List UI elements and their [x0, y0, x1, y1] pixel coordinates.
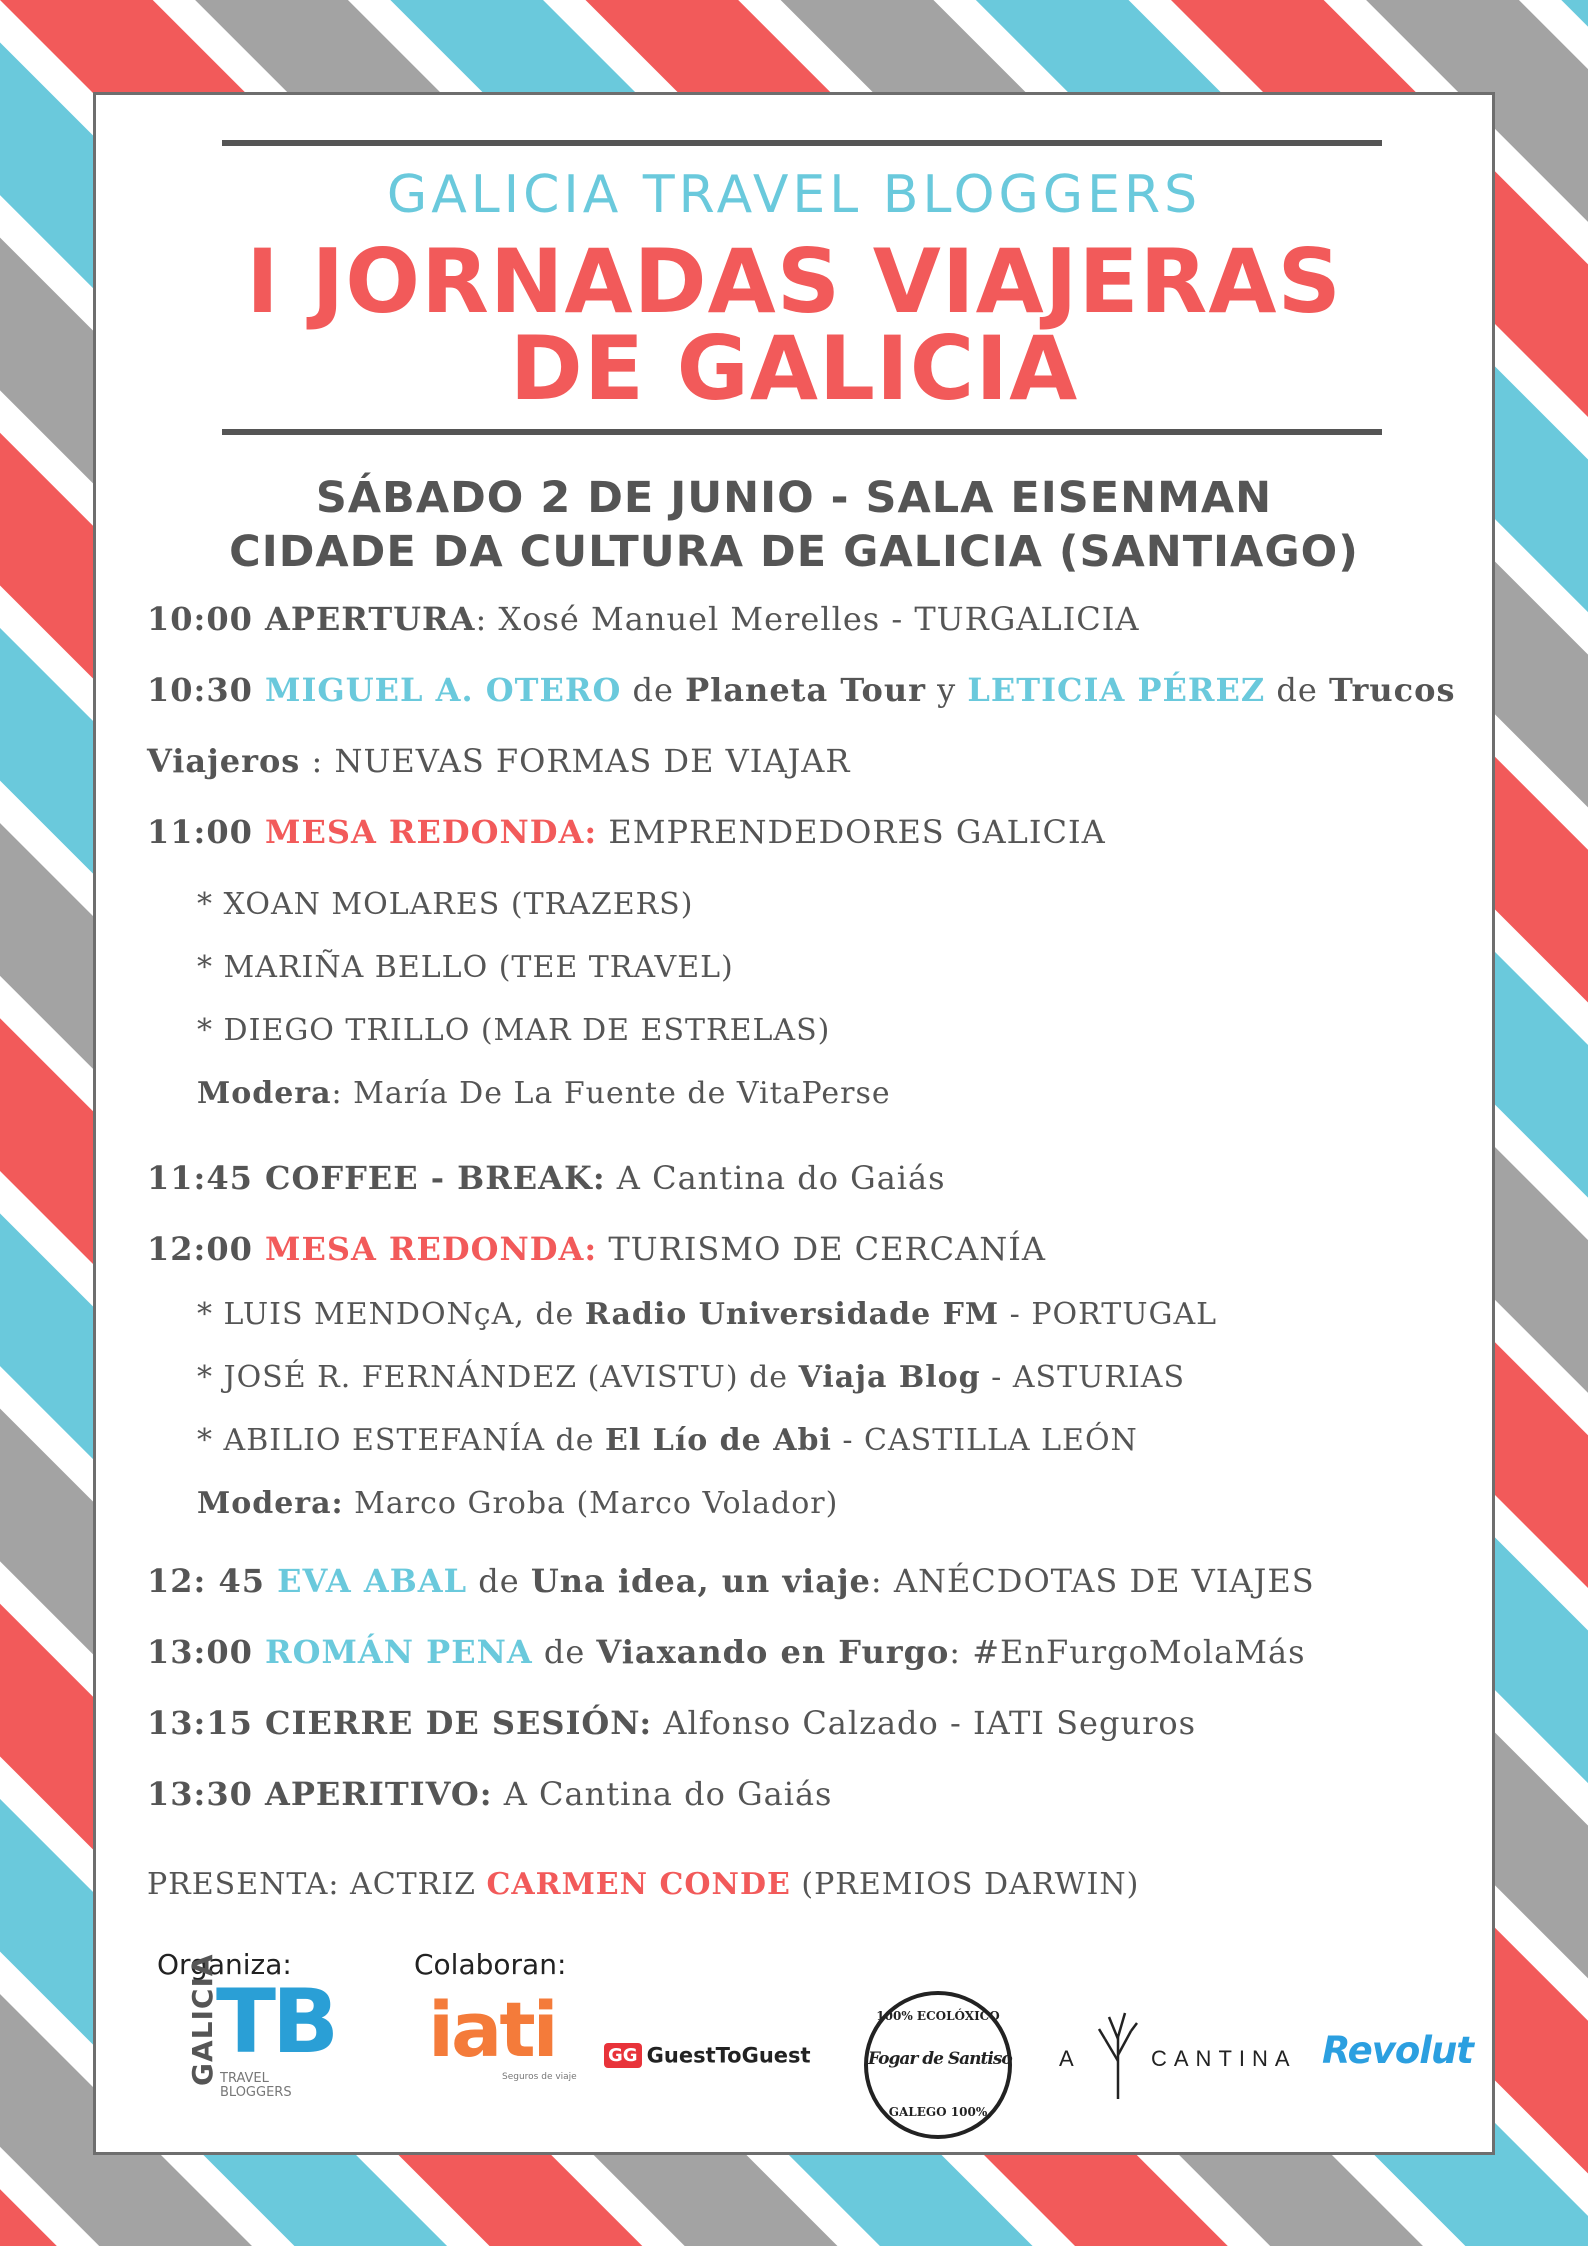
gtb-logo-caption-line: BLOGGERS [220, 2085, 292, 2100]
speaker-name: LETICIA PÉREZ [967, 671, 1266, 709]
connector-text: de [532, 1633, 597, 1671]
presenter-line [147, 1867, 1139, 1902]
panelist-text: * ABILIO ESTEFANÍA de [197, 1423, 606, 1458]
program-card [93, 92, 1495, 2155]
panelist [197, 1360, 1185, 1395]
top-rule [222, 140, 1382, 146]
colaboran-label: Colaboran: [414, 1948, 567, 1981]
schedule-item-closing [147, 1704, 1196, 1742]
panelist-text: * LUIS MENDONçA, de [197, 1297, 585, 1332]
schedule-time-label: 11:45 COFFEE - BREAK: [147, 1159, 606, 1197]
schedule-time: 13:00 [147, 1633, 266, 1671]
gtb-logo-caption-line: TRAVEL [220, 2071, 269, 2086]
roundtable-label: MESA REDONDA: [265, 813, 598, 851]
panelist-region: - CASTILLA LEÓN [831, 1423, 1138, 1458]
moderator-line [197, 1486, 838, 1521]
roundtable-topic: TURISMO DE CERCANÍA [597, 1230, 1046, 1268]
panelist: * XOAN MOLARES (TRAZERS) [197, 887, 694, 922]
talk-topic: : NUEVAS FORMAS DE VIAJAR [300, 742, 851, 780]
schedule-time: 10:30 [147, 671, 266, 709]
schedule-item-aperitivo [147, 1775, 832, 1813]
schedule-detail: : Xosé Manuel Merelles - TURGALICIA [475, 600, 1140, 638]
schedule-time: 12:00 [147, 1230, 266, 1268]
fogar-logo-top-text: 100% ECOLÓXICO [876, 2009, 1000, 2023]
talk-topic: : ANÉCDOTAS DE VIAJES [870, 1562, 1315, 1600]
revolut-logo: Revolut [1322, 2029, 1473, 2072]
schedule-time-label: 13:15 CIERRE DE SESIÓN: [147, 1704, 653, 1742]
guesttoguest-logo-text: GuestToGuest [646, 2043, 811, 2068]
fogar-de-santiso-logo [864, 1991, 1012, 2139]
moderator-label: Modera [197, 1076, 332, 1111]
iati-logo [428, 1985, 577, 2090]
schedule-item-apertura [147, 600, 1140, 638]
panelist [197, 1423, 1138, 1458]
talk-topic: : #EnFurgoMolaMás [949, 1633, 1306, 1671]
panelist: * DIEGO TRILLO (MAR DE ESTRELAS) [197, 1013, 831, 1048]
connector-text: de [1265, 671, 1329, 709]
cantina-logo-letter: A [1059, 2046, 1074, 2071]
schedule-detail: A Cantina do Gaiás [605, 1159, 946, 1197]
moderator-name: Marco Groba (Marco Volador) [343, 1486, 839, 1521]
gtb-logo-caption [220, 2072, 292, 2100]
iati-logo-text: iati [428, 1985, 556, 2074]
schedule-detail: Alfonso Calzado - IATI Seguros [652, 1704, 1197, 1742]
cantina-logo-text: CANTINA [1151, 2046, 1297, 2071]
organiza-label: Organiza: [157, 1948, 292, 1981]
schedule-item-talk-1-cont [147, 742, 850, 780]
blog-name: Trucos [1329, 671, 1456, 709]
blog-name: Viaja Blog [798, 1360, 981, 1395]
fogar-logo-bottom-text: GALEGO 100% [888, 2105, 988, 2119]
fogar-logo-name: Fogar de Santiso [868, 2049, 1012, 2069]
panelist: * MARIÑA BELLO (TEE TRAVEL) [197, 950, 734, 985]
tree-icon [1097, 2009, 1139, 2099]
schedule-time-label: 10:00 APERTURA [147, 600, 476, 638]
iati-logo-tagline: Seguros de viaje [502, 2072, 577, 2082]
schedule-item-coffee-break [147, 1159, 946, 1197]
blog-name: Viaxando en Furgo [596, 1633, 950, 1671]
gtb-logo-side-text: GALICIA [186, 1953, 219, 2086]
event-date-venue: SÁBADO 2 DE JUNIO - SALA EISENMAN [315, 473, 1273, 523]
panelist-text: * JOSÉ R. FERNÁNDEZ (AVISTU) de [197, 1360, 799, 1395]
gtb-logo-mark: TB [216, 1970, 336, 2073]
connector-text: de [621, 671, 686, 709]
bottom-rule [222, 429, 1382, 435]
schedule-item-talk-3 [147, 1633, 1305, 1671]
speaker-name: EVA ABAL [277, 1562, 468, 1600]
moderator-name: : María De La Fuente de VitaPerse [331, 1076, 891, 1111]
presenter-name: CARMEN CONDE [486, 1867, 791, 1902]
moderator-label: Modera: [197, 1486, 344, 1521]
a-cantina-logo [1059, 2009, 1295, 2101]
schedule-item-roundtable-1 [147, 813, 1106, 851]
schedule-item-talk-2 [147, 1562, 1315, 1600]
blog-name: Viajeros [147, 742, 301, 780]
connector-text: y [925, 671, 968, 709]
event-location: CIDADE DA CULTURA DE GALICIA (SANTIAGO) [229, 527, 1359, 577]
connector-text: de [467, 1562, 531, 1600]
panelist [197, 1297, 1217, 1332]
presenter-note: (PREMIOS DARWIN) [790, 1867, 1140, 1902]
blog-name: Planeta Tour [685, 671, 926, 709]
schedule-time: 12: 45 [147, 1562, 278, 1600]
blog-name: El Lío de Abi [605, 1423, 832, 1458]
schedule-item-talk-1 [147, 671, 1455, 709]
blog-name: Una idea, un viaje [530, 1562, 871, 1600]
speaker-name: ROMÁN PENA [265, 1633, 533, 1671]
moderator-line [197, 1076, 891, 1111]
speaker-name: MIGUEL A. OTERO [265, 671, 622, 709]
roundtable-label: MESA REDONDA: [265, 1230, 598, 1268]
schedule-time: 11:00 [147, 813, 266, 851]
organization-title: GALICIA TRAVEL BLOGGERS [386, 165, 1202, 225]
event-title-line-1: I JORNADAS VIAJERAS [246, 230, 1342, 333]
schedule-detail: A Cantina do Gaiás [492, 1775, 833, 1813]
panelist-region: - ASTURIAS [980, 1360, 1186, 1395]
blog-name: Radio Universidade FM [584, 1297, 1000, 1332]
panelist-region: - PORTUGAL [999, 1297, 1218, 1332]
guesttoguest-logo [604, 2043, 824, 2083]
roundtable-topic: EMPRENDEDORES GALICIA [597, 813, 1106, 851]
presenter-label: PRESENTA: ACTRIZ [147, 1867, 487, 1902]
guesttoguest-logo-mark: GG [604, 2043, 642, 2068]
event-title-line-2: DE GALICIA [509, 317, 1079, 420]
schedule-item-roundtable-2 [147, 1230, 1046, 1268]
schedule-time-label: 13:30 APERITIVO: [147, 1775, 493, 1813]
